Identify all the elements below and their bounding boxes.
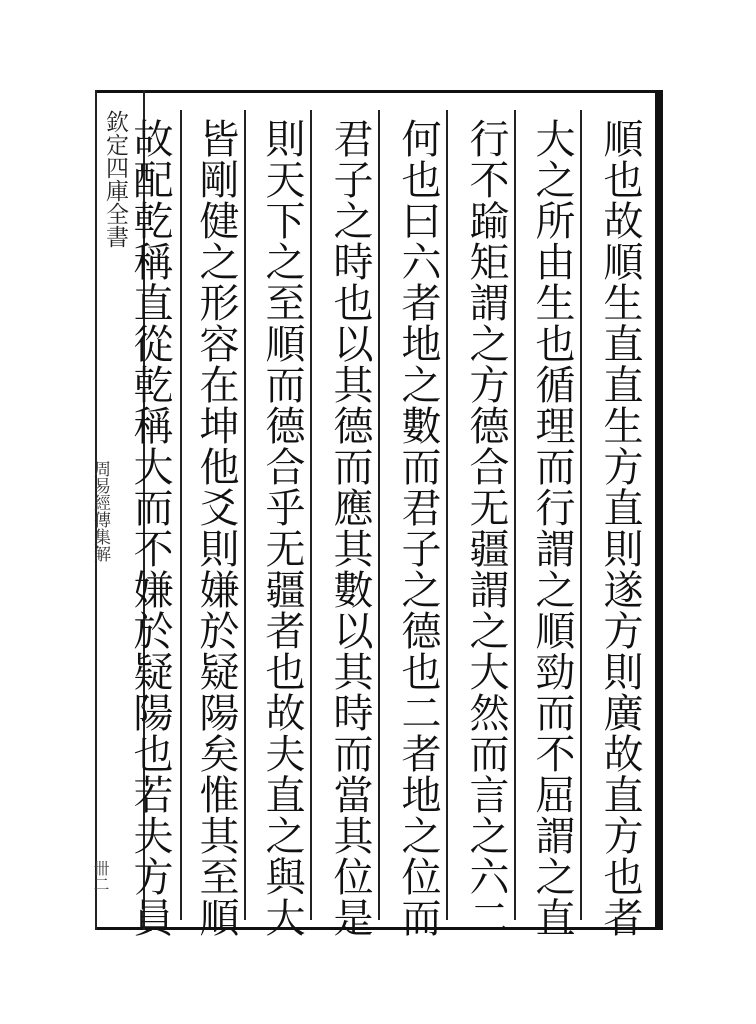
margin-chapter-title: 周易經傳集解 <box>90 460 110 562</box>
frame-right-border <box>655 90 663 930</box>
text-column: 何也曰六者地之數而君子之德也二者地之位而 <box>395 118 441 938</box>
text-column: 君子之時也以其德而應其數以其時而當其位是 <box>327 118 373 938</box>
margin-title: 欽定四庫全書 <box>102 110 128 248</box>
margin-page-number: 卌二 <box>91 860 110 892</box>
text-column: 行不踰矩謂之方德合无疆謂之大然而言之六二 <box>463 118 509 938</box>
text-column: 順也故順生直直生方直則遂方則廣故直方也者 <box>597 118 643 938</box>
text-column: 則天下之至順而德合乎无疆者也故夫直之與大 <box>259 118 305 938</box>
column-rule <box>180 110 182 920</box>
text-column: 故配乾稱直從乾稱大而不嫌於疑陽也若夫方員 <box>127 118 173 938</box>
text-column: 皆剛健之形容在坤他爻則嫌於疑陽矣惟其至順 <box>193 118 239 938</box>
text-column: 大之所由生也循理而行謂之順勁而不屈謂之直 <box>529 118 575 938</box>
